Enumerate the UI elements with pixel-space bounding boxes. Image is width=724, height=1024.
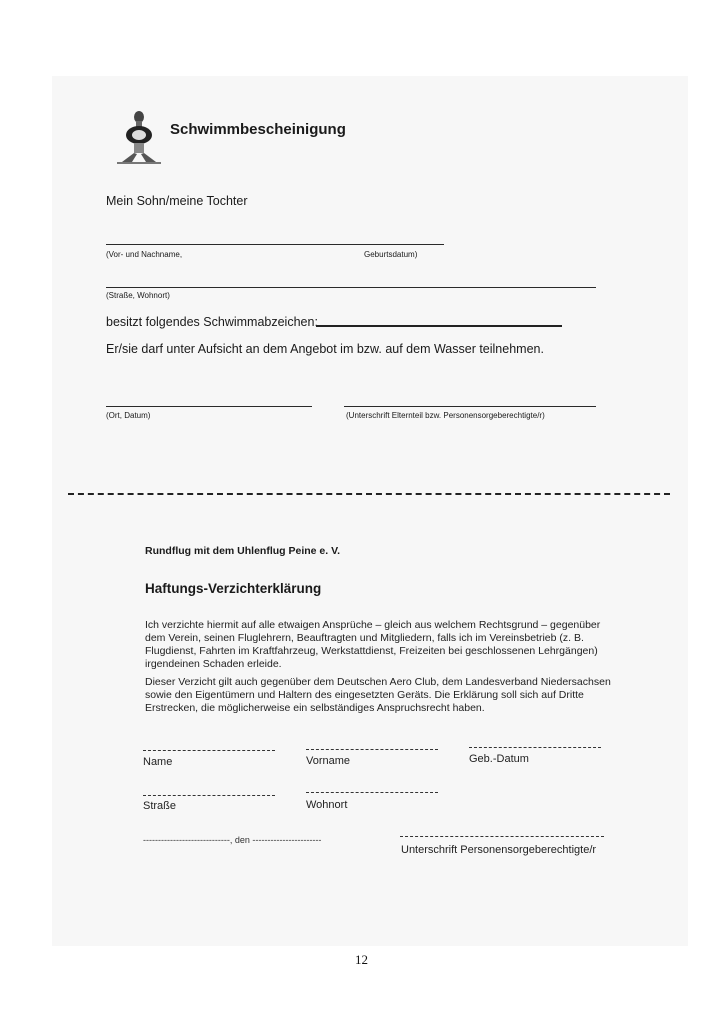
place-date-label: (Ort, Datum) [106, 411, 151, 420]
page-number: 12 [355, 952, 368, 967]
waiver-paragraph-2: Dieser Verzicht gilt auch gegenüber dem Deutschen Aero Club, dem Landesverband Niedersachsen sowie den Eigentümern und Haltern des eingesetzten Geräts. Die Erklärung soll sich auf Dritte Erstrecken, die möglicherweise ein selbständiges Anspruchsrecht haben. [145, 676, 611, 714]
permission-text: Er/sie darf unter Aufsicht an dem Angebot im bzw. auf dem Wasser teilnehmen. [106, 342, 544, 356]
cut-line [68, 493, 670, 495]
place-date-line[interactable] [106, 406, 312, 407]
badge-text: besitzt folgendes Schwimmabzeichen: [106, 315, 318, 329]
name-line[interactable] [143, 750, 275, 751]
street-line[interactable] [106, 287, 596, 288]
parent-signature-line[interactable] [344, 406, 596, 407]
residence-line[interactable] [306, 792, 438, 793]
birthdate-label-2: Geb.-Datum [469, 753, 529, 765]
guardian-signature-line[interactable] [400, 836, 604, 837]
street-label: (Straße, Wohnort) [106, 291, 170, 300]
place-date-field[interactable]: -----------------------------, den ----------------------- [143, 835, 322, 845]
badge-line[interactable] [316, 325, 562, 327]
waiver-paragraph-1: Ich verzichte hiermit auf alle etwaigen Ansprüche – gleich aus welchem Rechtsgrund – gegenüber dem Verein, seinen Fluglehrern, Beauftragten und Mitgliedern, falls ich im Vereinsbetrieb (z. B. Flugdienst, Fahrten im Kraftfahrzeug, Werkstattdienst, Freizeiten bei geschlossenen Lehrgängen) irgendeinen Schaden erleide. [145, 619, 601, 670]
diver-logo [114, 108, 164, 166]
firstname-label: Vorname [306, 755, 351, 767]
guardian-signature-label: Unterschrift Personensorgeberechtigte/r [401, 844, 597, 856]
waiver-title: Haftungs-Verzichterklärung [145, 581, 322, 596]
name-label-2: Name [143, 756, 173, 768]
name-label: (Vor- und Nachname, [106, 250, 183, 259]
firstname-line[interactable] [306, 749, 438, 750]
intro-text: Mein Sohn/meine Tochter [106, 194, 248, 208]
street-line-2[interactable] [143, 795, 275, 796]
birthdate-label: Geburtsdatum) [364, 250, 418, 259]
form-title: Schwimmbescheinigung [170, 121, 346, 138]
birthdate-line-2[interactable] [469, 747, 601, 748]
flight-subtitle: Rundflug mit dem Uhlenflug Peine e. V. [145, 545, 341, 557]
parent-signature-label: (Unterschrift Elternteil bzw. Personensorgeberechtigte/r) [346, 411, 545, 420]
residence-label: Wohnort [306, 799, 348, 811]
name-birthdate-line[interactable] [106, 244, 444, 245]
street-label-2: Straße [143, 800, 177, 812]
